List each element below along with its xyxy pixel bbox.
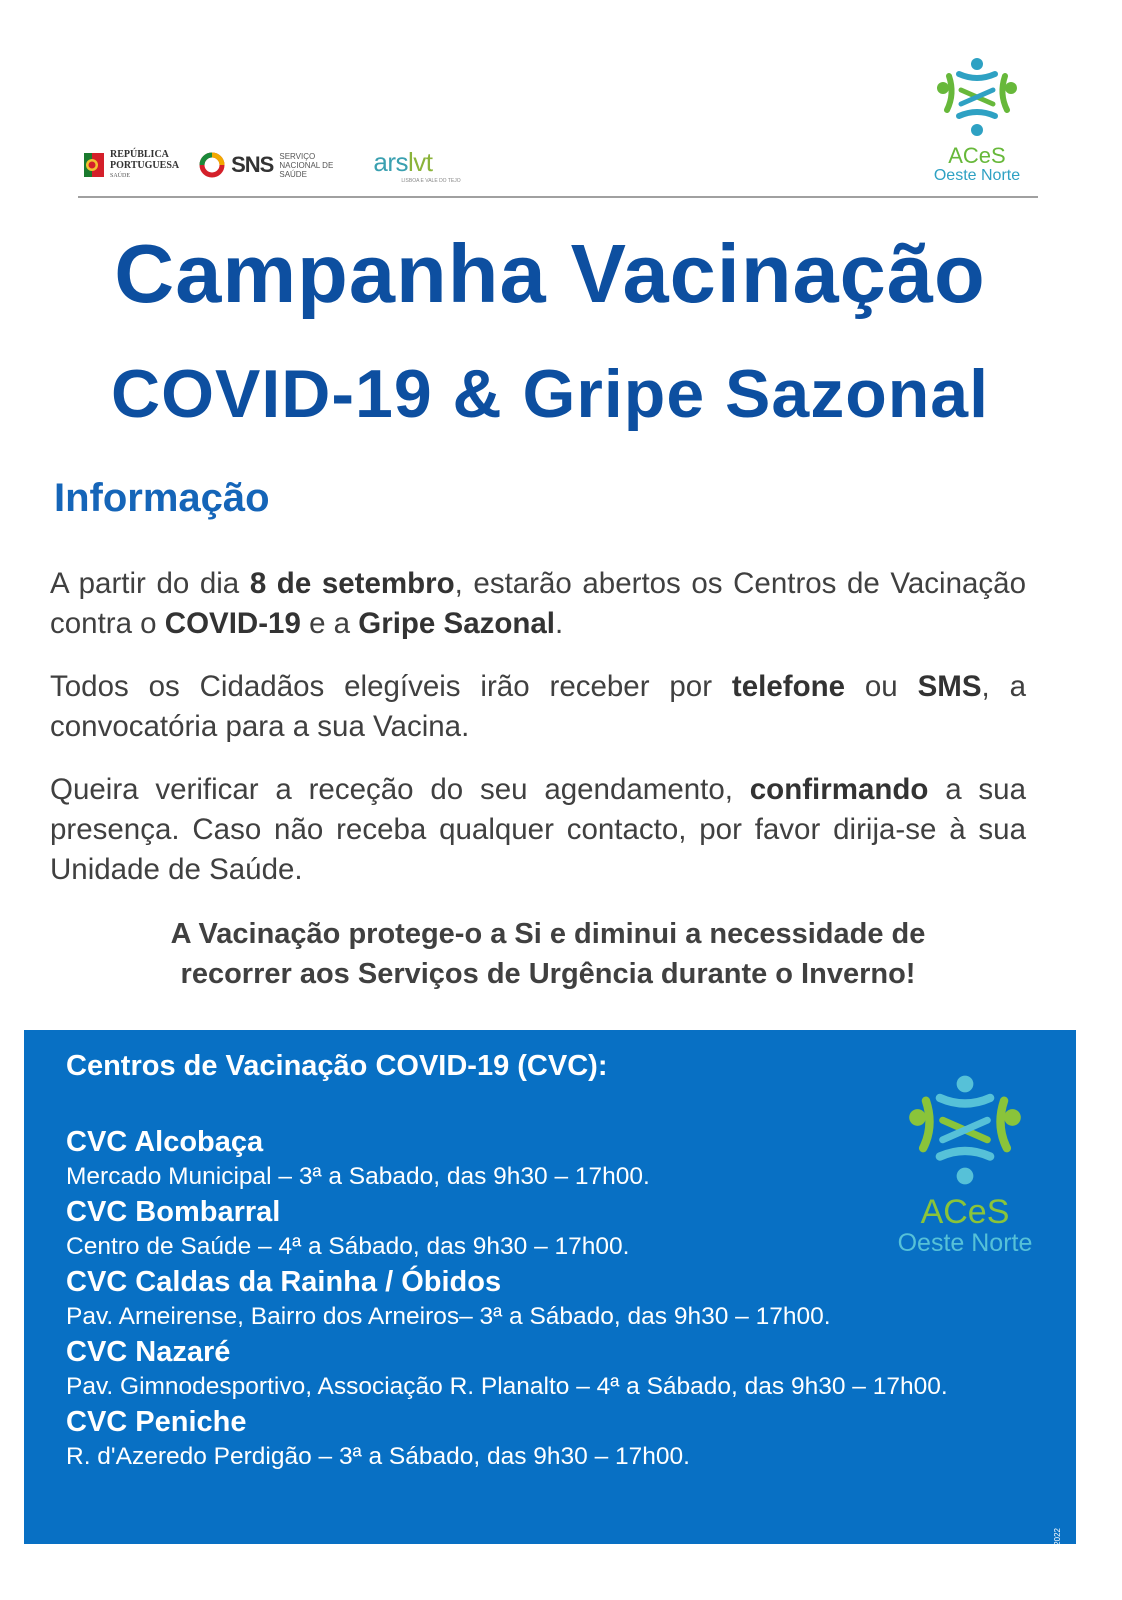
center-info: Centro de Saúde – 4ª a Sábado, das 9h30 – 17h00. — [66, 1233, 630, 1260]
ars-lvt-logo: arslvt LISBOA E VALE DO TEJO — [373, 146, 461, 184]
center-name: CVC Peniche — [66, 1406, 247, 1438]
center-info: R. d'Azeredo Perdigão – 3ª a Sábado, das 9h30 – 17h00. — [66, 1443, 690, 1470]
center-info: Pav. Gimnodesportivo, Associação R. Planalto – 4ª a Sábado, das 9h30 – 17h00. — [66, 1373, 948, 1400]
sns-subtext: SERVIÇO NACIONAL DE SAÚDE — [279, 151, 334, 179]
info-paragraph-3: Queira verificar a receção do seu agendamento, confirmando a sua presença. Caso não receba qualquer contacto, por favor dirija-se à sua Unidade de Saúde. — [50, 773, 1026, 886]
center-item — [66, 1404, 1066, 1474]
center-name: CVC Nazaré — [66, 1336, 231, 1368]
center-name: CVC Bombarral — [66, 1196, 281, 1228]
panel-title: Centros de Vacinação COVID-19 (CVC): — [66, 1050, 608, 1082]
aces-subtitle: Oeste Norte — [933, 167, 1021, 184]
aces-people-icon — [927, 54, 1027, 140]
center-item — [66, 1334, 1066, 1404]
header-divider — [78, 196, 1038, 198]
aces-people-icon — [885, 1070, 1045, 1190]
sns-logo — [199, 152, 357, 179]
aces-panel-subtitle: Oeste Norte — [897, 1229, 1033, 1257]
partner-logos — [84, 140, 461, 190]
republica-shield-icon — [84, 153, 104, 177]
center-info: Pav. Arneirense, Bairro dos Arneiros– 3ª a Sábado, das 9h30 – 17h00. — [66, 1303, 831, 1330]
section-heading-informacao: Informação — [54, 476, 270, 520]
center-name: CVC Caldas da Rainha / Óbidos — [66, 1266, 502, 1298]
aces-oeste-norte-logo — [924, 54, 1030, 185]
center-name: CVC Alcobaça — [66, 1126, 264, 1158]
page-title: Campanha Vacinação — [114, 227, 986, 320]
poster-code: Poster CVC01 2022 — [1053, 1528, 1062, 1600]
page-subtitle: COVID-19 & Gripe Sazonal — [111, 356, 989, 432]
aces-wordmark: ACeS — [948, 143, 1006, 168]
sns-wordmark: SNS — [231, 152, 274, 177]
aces-panel-logo — [880, 1070, 1050, 1257]
aces-panel-wordmark: ACeS — [920, 1193, 1010, 1231]
center-info: Mercado Municipal – 3ª a Sabado, das 9h30 – 17h00. — [66, 1163, 650, 1190]
sns-ring-icon — [199, 152, 225, 178]
vaccination-centers-panel — [24, 1030, 1076, 1600]
republica-portuguesa-logo — [84, 149, 179, 182]
callout-message: A Vacinação protege-o a Si e diminui a necessidade de recorrer aos Serviços de Urgência durante o Inverno! — [170, 918, 926, 990]
center-item — [66, 1264, 1066, 1334]
republica-text: REPÚBLICA PORTUGUESA SAÚDE — [110, 148, 180, 179]
info-paragraph-2: Todos os Cidadãos elegíveis irão receber por telefone ou SMS, a convocatória para a sua Vacina. — [50, 670, 1026, 743]
info-paragraph-1: A partir do dia 8 de setembro, estarão abertos os Centros de Vacinação contra o COVID-19 e a Gripe Sazonal. — [50, 567, 1026, 640]
